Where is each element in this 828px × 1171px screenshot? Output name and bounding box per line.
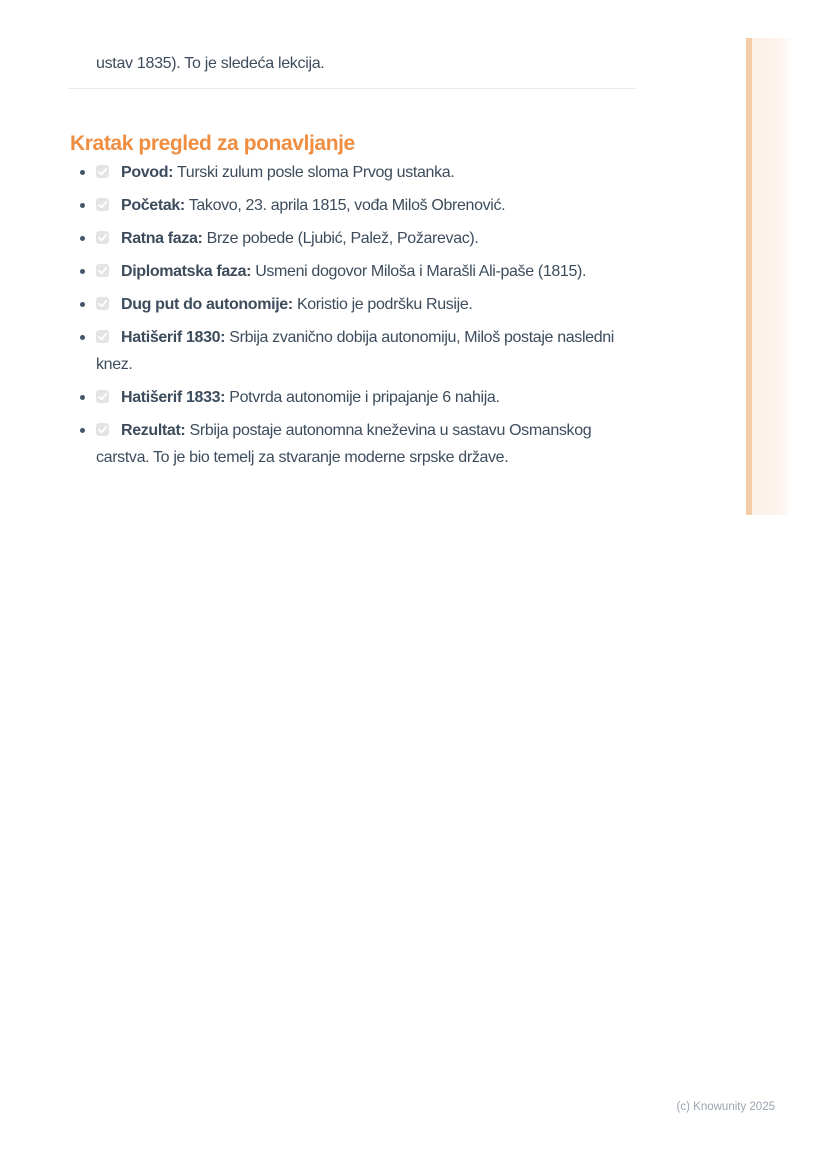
item-label: Hatišerif 1830: [121, 329, 226, 346]
copyright-note: (c) Knowunity 2025 [676, 1101, 775, 1113]
bullet-icon [80, 302, 85, 307]
item-label: Povod: [121, 164, 174, 181]
side-accent-bar [746, 38, 791, 515]
bullet-icon [80, 170, 85, 175]
item-label: Hatišerif 1833: [121, 389, 226, 406]
list-item [0, 324, 648, 378]
list-item [0, 159, 648, 186]
bullet-icon [80, 428, 85, 433]
checkbox-checked-icon [96, 390, 109, 403]
bullet-icon [80, 269, 85, 274]
list-item [0, 291, 648, 318]
checkbox-checked-icon [96, 165, 109, 178]
bullet-icon [80, 335, 85, 340]
checkbox-checked-icon [96, 198, 109, 211]
list-item [0, 384, 648, 411]
list-item [0, 192, 648, 219]
item-text: Koristio je podršku Rusije. [296, 296, 473, 313]
item-text: Usmeni dogovor Miloša i Marašli Ali-paše (1815). [255, 263, 587, 280]
item-text: Brze pobede (Ljubić, Palež, Požarevac). [206, 230, 479, 247]
item-text: Turski zulum posle sloma Prvog ustanka. [176, 164, 455, 181]
section-divider [68, 88, 635, 89]
checkbox-checked-icon [96, 231, 109, 244]
item-text: Potvrda autonomije i pripajanje 6 nahija. [229, 389, 500, 406]
bullet-icon [80, 395, 85, 400]
item-label: Ratna faza: [121, 230, 203, 247]
section-heading: Kratak pregled za ponavljanje [70, 132, 355, 156]
item-label: Dug put do autonomije: [121, 296, 293, 313]
item-text: Srbija postaje autonomna kneževina u sastavu Osmanskog carstva. To je bio temelj za stvaranje moderne srpske države. [96, 422, 592, 466]
intro-paragraph: ustav 1835). To je sledeća lekcija. [96, 55, 325, 72]
item-label: Diplomatska faza: [121, 263, 252, 280]
item-text: Srbija zvanično dobija autonomiju, Miloš postaje nasledni knez. [96, 329, 614, 373]
list-item [0, 258, 648, 285]
item-label: Početak: [121, 197, 185, 214]
item-text: Takovo, 23. aprila 1815, vođa Miloš Obrenović. [188, 197, 506, 214]
bullet-icon [80, 203, 85, 208]
checkbox-checked-icon [96, 423, 109, 436]
checkbox-checked-icon [96, 264, 109, 277]
item-label: Rezultat: [121, 422, 186, 439]
list-item [0, 417, 648, 471]
checkbox-checked-icon [96, 297, 109, 310]
bullet-icon [80, 236, 85, 241]
review-list [0, 159, 650, 477]
checkbox-checked-icon [96, 330, 109, 343]
list-item [0, 225, 648, 252]
